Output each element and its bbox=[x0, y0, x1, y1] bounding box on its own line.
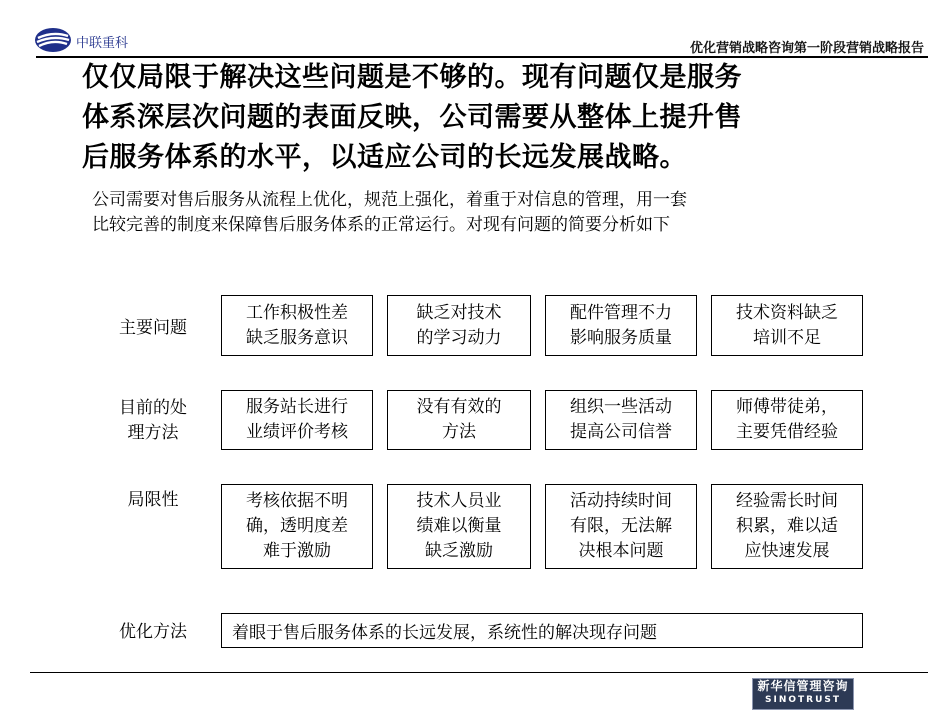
row-label-line: 局限性 bbox=[127, 490, 179, 510]
limitation-cell bbox=[545, 484, 697, 569]
page-headline bbox=[82, 58, 882, 178]
sinotrust-logo-cn: 新华信管理咨询 bbox=[757, 679, 849, 693]
cell-line: 经验需长时间 bbox=[736, 491, 838, 511]
cell-line: 配件管理不力 bbox=[570, 302, 672, 323]
cell-line: 工作积极性差 bbox=[246, 302, 348, 323]
problem-cell bbox=[545, 295, 697, 356]
report-title: 优化营销战略咨询第一阶段营销战略报告 bbox=[689, 41, 924, 56]
cell-line: 师傅带徒弟， bbox=[736, 397, 838, 417]
row-label-line: 主要问题 bbox=[119, 318, 187, 338]
method-cell bbox=[711, 390, 863, 450]
row-label-current-methods bbox=[98, 396, 208, 446]
cell-line: 方法 bbox=[442, 422, 476, 442]
sinotrust-logo-en: SINOTRUST bbox=[764, 695, 841, 705]
cell-line: 主要凭借经验 bbox=[736, 422, 838, 442]
problem-cell bbox=[387, 295, 531, 356]
cell-line: 考核依据不明 bbox=[246, 491, 348, 511]
cell-line: 活动持续时间 bbox=[570, 491, 672, 511]
headline-line: 体系深层次问题的表面反映，公司需要从整体上提升售 bbox=[82, 102, 742, 133]
cell-line: 技术资料缺乏 bbox=[736, 302, 838, 323]
row-label-line: 理方法 bbox=[127, 423, 179, 443]
row-label-line: 目前的处 bbox=[119, 398, 187, 418]
limitation-cell bbox=[711, 484, 863, 569]
cell-line: 应快速发展 bbox=[744, 541, 830, 561]
cell-line: 的学习动力 bbox=[416, 327, 502, 348]
cell-line: 没有有效的 bbox=[416, 397, 502, 417]
row-label-optimization: 优化方法 bbox=[119, 622, 187, 642]
limitation-cell bbox=[221, 484, 373, 569]
intro-paragraph bbox=[92, 188, 852, 238]
cell-line: 缺乏服务意识 bbox=[246, 327, 348, 348]
row-label-limitations bbox=[98, 488, 208, 513]
problem-cell bbox=[221, 295, 373, 356]
cell-line: 缺乏对技术 bbox=[416, 302, 502, 323]
row-label-main-problems bbox=[98, 316, 208, 341]
zoomlion-logo-icon bbox=[33, 26, 73, 54]
headline-line: 后服务体系的水平，以适应公司的长远发展战略。 bbox=[82, 142, 687, 173]
optimization-cell: 着眼于售后服务体系的长远发展，系统性的解决现存问题 bbox=[221, 613, 863, 648]
cell-line: 决根本问题 bbox=[578, 541, 664, 561]
method-cell bbox=[221, 390, 373, 450]
cell-line: 培训不足 bbox=[753, 327, 821, 348]
method-cell bbox=[545, 390, 697, 450]
cell-line: 组织一些活动 bbox=[570, 397, 672, 417]
intro-line: 公司需要对售后服务从流程上优化，规范上强化，着重于对信息的管理，用一套 bbox=[92, 190, 687, 210]
cell-line: 服务站长进行 bbox=[246, 397, 348, 417]
headline-line: 仅仅局限于解决这些问题是不够的。现有问题仅是服务 bbox=[82, 62, 742, 93]
cell-line: 提高公司信誉 bbox=[570, 422, 672, 442]
cell-line: 业绩评价考核 bbox=[246, 422, 348, 442]
cell-line: 绩难以衡量 bbox=[416, 516, 502, 536]
cell-line: 难于激励 bbox=[263, 541, 331, 561]
cell-line: 技术人员业 bbox=[416, 491, 502, 511]
sinotrust-logo bbox=[752, 678, 854, 710]
method-cell bbox=[387, 390, 531, 450]
cell-line: 确，透明度差 bbox=[246, 516, 348, 536]
intro-line: 比较完善的制度来保障售后服务体系的正常运行。对现有问题的简要分析如下 bbox=[92, 215, 670, 235]
cell-line: 影响服务质量 bbox=[570, 327, 672, 348]
problem-cell bbox=[711, 295, 863, 356]
cell-line: 缺乏激励 bbox=[425, 541, 493, 561]
cell-line: 有限，无法解 bbox=[570, 516, 672, 536]
company-name: 中联重科 bbox=[76, 36, 129, 51]
footer-divider bbox=[30, 672, 928, 673]
cell-line: 积累，难以适 bbox=[736, 516, 838, 536]
limitation-cell bbox=[387, 484, 531, 569]
